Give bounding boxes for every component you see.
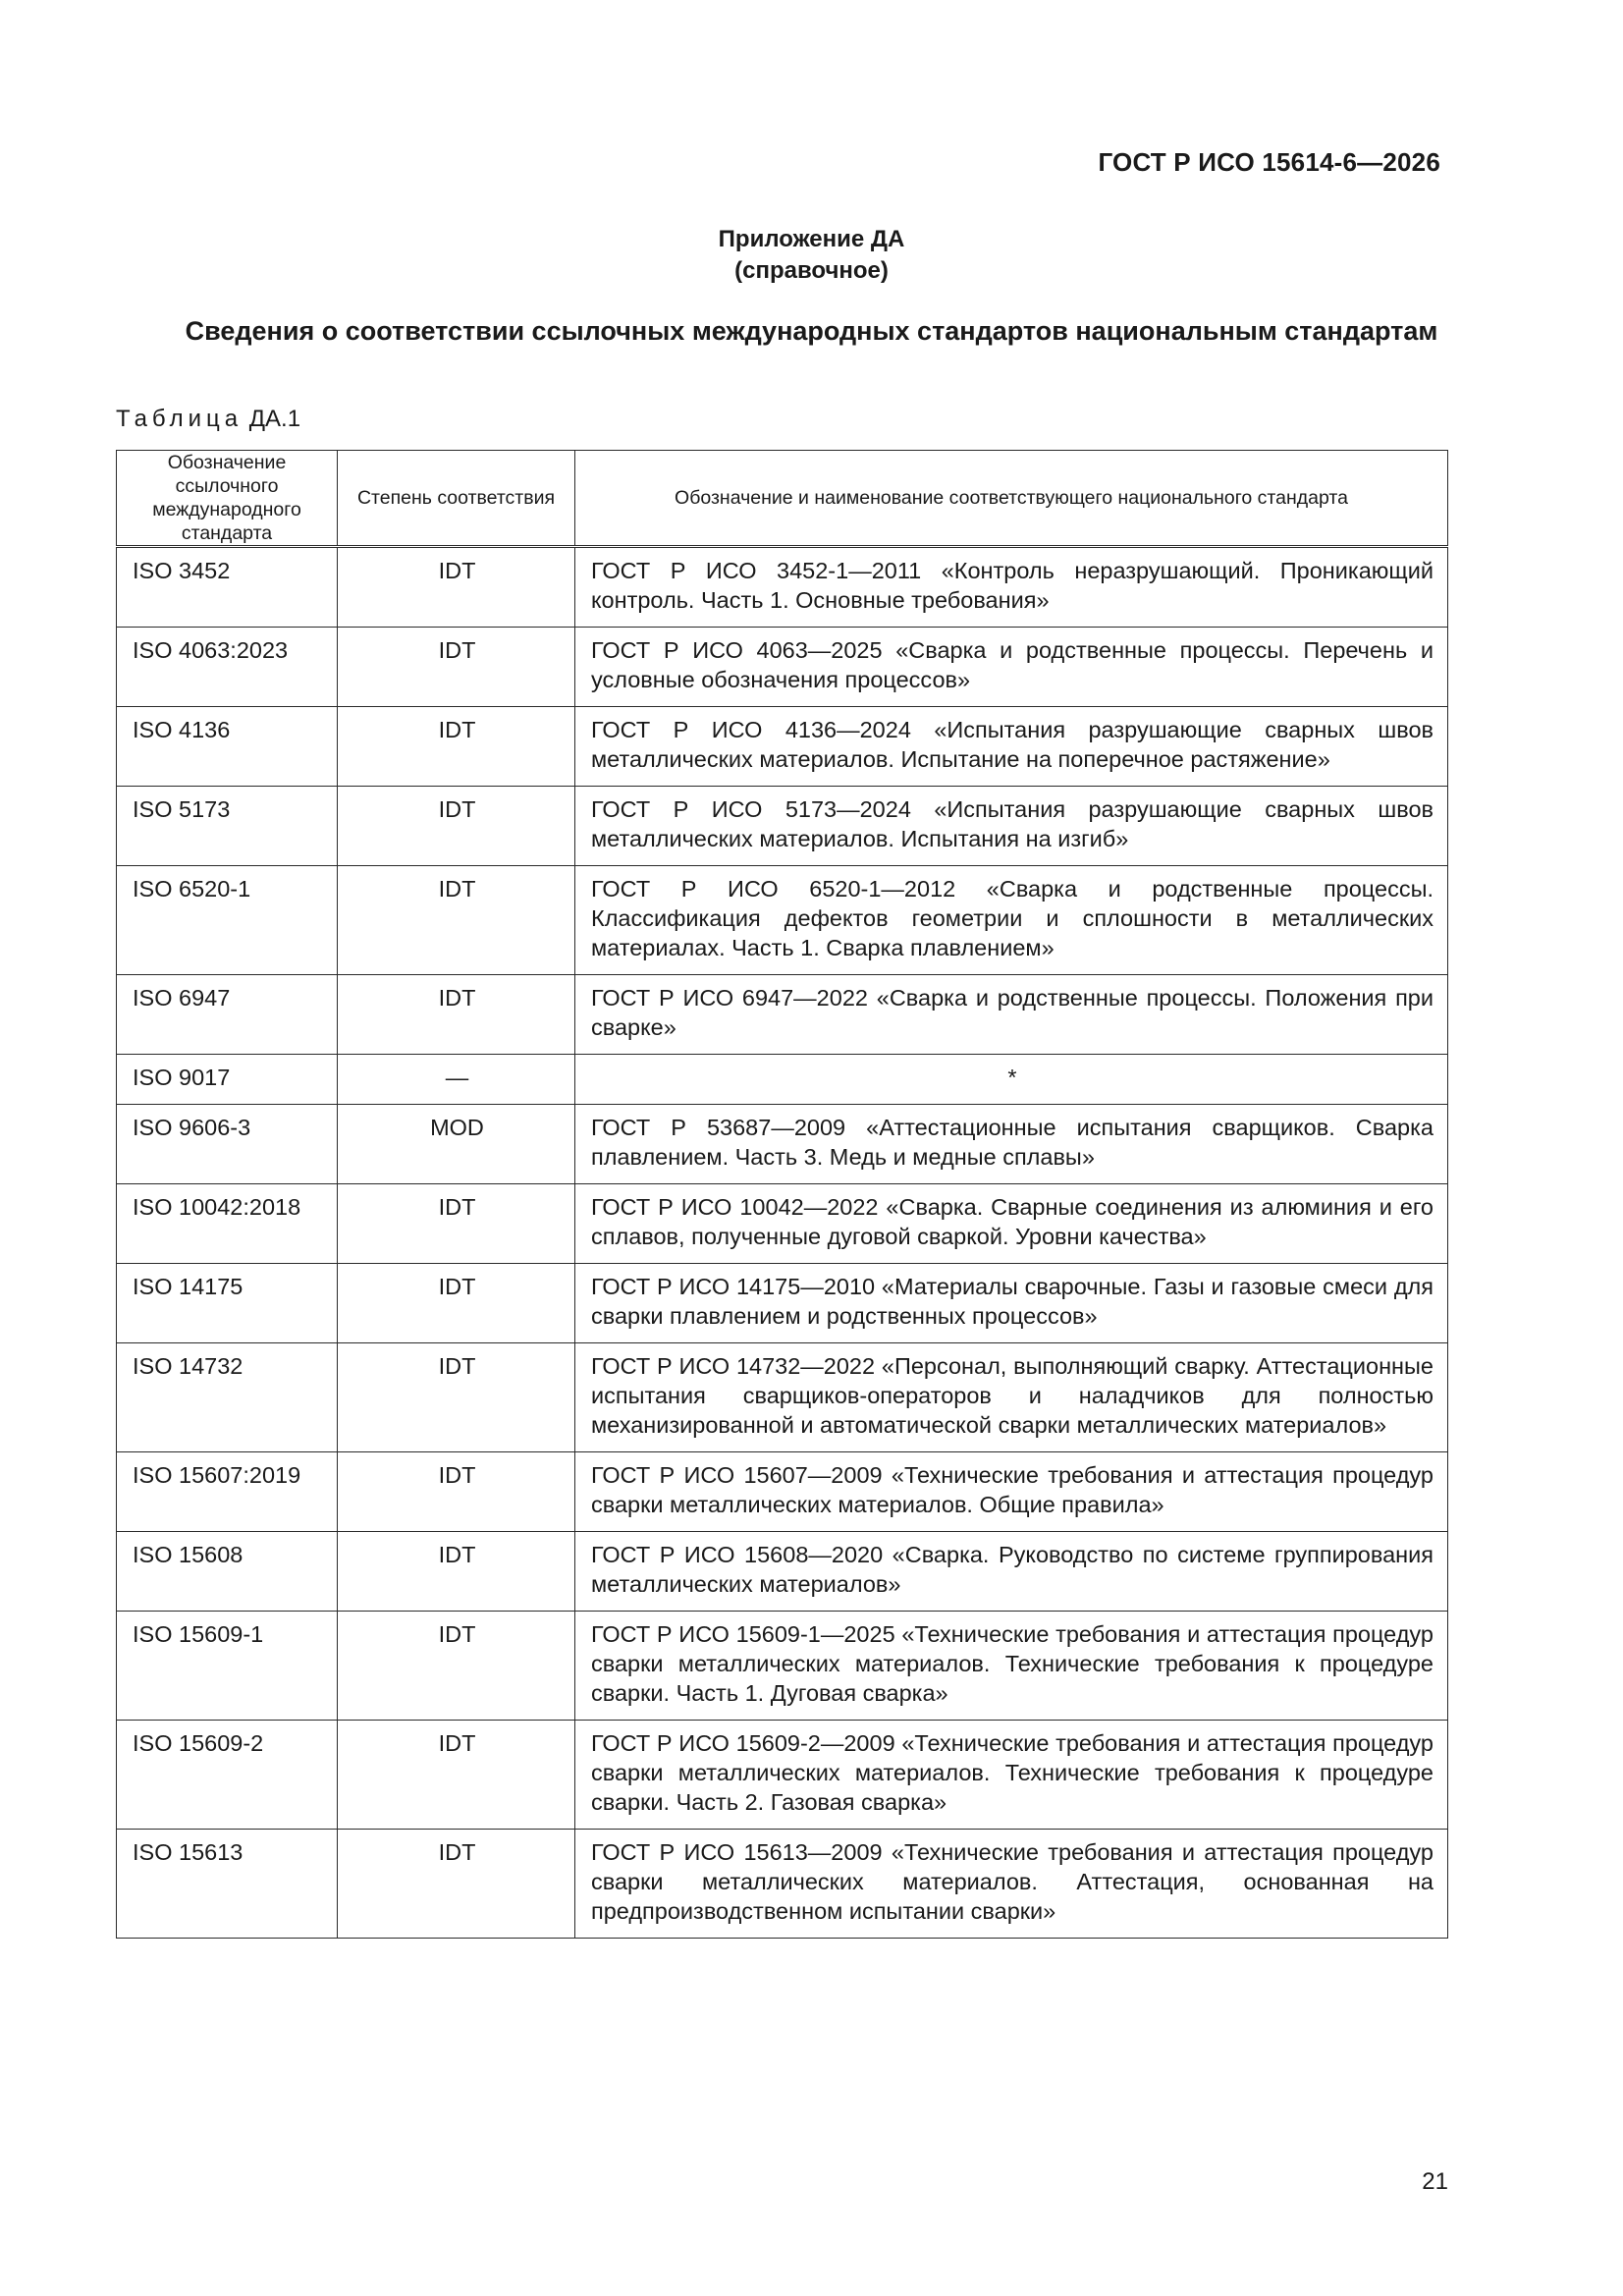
table-row xyxy=(117,1612,1448,1721)
national-standard-cell: * xyxy=(575,1055,1448,1105)
compliance-degree-cell: IDT xyxy=(338,1830,575,1939)
iso-standard-cell: ISO 5173 xyxy=(117,787,338,866)
compliance-degree-cell: IDT xyxy=(338,1612,575,1721)
table-row xyxy=(117,1830,1448,1939)
table-caption-number: ДА.1 xyxy=(248,406,301,432)
document-code: ГОСТ Р ИСО 15614-6—2026 xyxy=(1098,147,1440,177)
iso-standard-cell: ISO 15607:2019 xyxy=(117,1452,338,1532)
national-standard-cell: ГОСТ Р ИСО 6947—2022 «Сварка и родственные процессы. Положения при сварке» xyxy=(575,975,1448,1055)
table-row xyxy=(117,1184,1448,1264)
compliance-degree-cell: IDT xyxy=(338,975,575,1055)
compliance-degree-cell: — xyxy=(338,1055,575,1105)
table-caption-label: Таблица xyxy=(116,406,243,432)
table-row xyxy=(117,1264,1448,1343)
iso-standard-cell: ISO 6520-1 xyxy=(117,866,338,975)
column-header-iso: Обозначение ссылочного международного стандарта xyxy=(117,451,338,547)
compliance-degree-cell: MOD xyxy=(338,1105,575,1184)
table-body xyxy=(117,547,1448,1939)
table-row xyxy=(117,707,1448,787)
table-row xyxy=(117,975,1448,1055)
national-standard-cell: ГОСТ Р ИСО 15613—2009 «Технические требования и аттестация процедур сварки металлических материалов. Аттестация, основанная на предпроизводственном испытании сварки» xyxy=(575,1830,1448,1939)
table-row xyxy=(117,628,1448,707)
iso-standard-cell: ISO 15609-1 xyxy=(117,1612,338,1721)
iso-standard-cell: ISO 15608 xyxy=(117,1532,338,1612)
table-header-row xyxy=(117,451,1448,547)
iso-standard-cell: ISO 4063:2023 xyxy=(117,628,338,707)
compliance-degree-cell: IDT xyxy=(338,628,575,707)
compliance-degree-cell: IDT xyxy=(338,1343,575,1452)
compliance-degree-cell: IDT xyxy=(338,1184,575,1264)
table-row xyxy=(117,547,1448,628)
compliance-degree-cell: IDT xyxy=(338,1452,575,1532)
table-row xyxy=(117,1532,1448,1612)
compliance-degree-cell: IDT xyxy=(338,707,575,787)
iso-standard-cell: ISO 14175 xyxy=(117,1264,338,1343)
national-standard-cell: ГОСТ Р ИСО 5173—2024 «Испытания разрушающие сварных швов металлических материалов. Испытания на изгиб» xyxy=(575,787,1448,866)
national-standard-cell: ГОСТ Р ИСО 4063—2025 «Сварка и родственные процессы. Перечень и условные обозначения процессов» xyxy=(575,628,1448,707)
national-standard-cell: ГОСТ Р ИСО 10042—2022 «Сварка. Сварные соединения из алюминия и его сплавов, полученные дуговой сваркой. Уровни качества» xyxy=(575,1184,1448,1264)
annex-title: Приложение ДА xyxy=(718,226,905,252)
table-row xyxy=(117,1452,1448,1532)
compliance-degree-cell: IDT xyxy=(338,547,575,628)
section-title: Сведения о соответствии ссылочных международных стандартов национальным стандартам xyxy=(185,316,1438,346)
national-standard-cell: ГОСТ Р ИСО 14175—2010 «Материалы сварочные. Газы и газовые смеси для сварки плавлением и родственных процессов» xyxy=(575,1264,1448,1343)
compliance-degree-cell: IDT xyxy=(338,787,575,866)
national-standard-cell: ГОСТ Р ИСО 15609-2—2009 «Технические требования и аттестация процедур сварки металлических материалов. Технические требования к процедуре сварки. Часть 2. Газовая сварка» xyxy=(575,1721,1448,1830)
table-row xyxy=(117,866,1448,975)
iso-standard-cell: ISO 9606-3 xyxy=(117,1105,338,1184)
column-header-degree: Степень соответствия xyxy=(338,451,575,547)
national-standard-cell: ГОСТ Р ИСО 15608—2020 «Сварка. Руководство по системе группирования металлических материалов» xyxy=(575,1532,1448,1612)
iso-standard-cell: ISO 10042:2018 xyxy=(117,1184,338,1264)
annex-heading xyxy=(0,224,1623,287)
national-standard-cell: ГОСТ Р ИСО 14732—2022 «Персонал, выполняющий сварку. Аттестационные испытания сварщиков-операторов и наладчиков для полностью механизированной и автоматической сварки металлических материалов» xyxy=(575,1343,1448,1452)
table-row xyxy=(117,787,1448,866)
national-standard-cell: ГОСТ Р ИСО 15607—2009 «Технические требования и аттестация процедур сварки металлических материалов. Общие правила» xyxy=(575,1452,1448,1532)
table-caption xyxy=(116,406,300,433)
compliance-degree-cell: IDT xyxy=(338,1264,575,1343)
iso-standard-cell: ISO 15613 xyxy=(117,1830,338,1939)
annex-subtitle: (справочное) xyxy=(734,257,889,284)
iso-standard-cell: ISO 3452 xyxy=(117,547,338,628)
correspondence-table xyxy=(116,450,1448,1939)
iso-standard-cell: ISO 4136 xyxy=(117,707,338,787)
iso-standard-cell: ISO 14732 xyxy=(117,1343,338,1452)
national-standard-cell: ГОСТ Р ИСО 4136—2024 «Испытания разрушающие сварных швов металлических материалов. Испытание на поперечное растяжение» xyxy=(575,707,1448,787)
table-row xyxy=(117,1055,1448,1105)
compliance-degree-cell: IDT xyxy=(338,1721,575,1830)
iso-standard-cell: ISO 9017 xyxy=(117,1055,338,1105)
iso-standard-cell: ISO 15609-2 xyxy=(117,1721,338,1830)
compliance-degree-cell: IDT xyxy=(338,866,575,975)
national-standard-cell: ГОСТ Р 53687—2009 «Аттестационные испытания сварщиков. Сварка плавлением. Часть 3. Медь и медные сплавы» xyxy=(575,1105,1448,1184)
table-row xyxy=(117,1721,1448,1830)
column-header-national: Обозначение и наименование соответствующего национального стандарта xyxy=(575,451,1448,547)
table-row xyxy=(117,1105,1448,1184)
national-standard-cell: ГОСТ Р ИСО 15609-1—2025 «Технические требования и аттестация процедур сварки металлических материалов. Технические требования к процедуре сварки. Часть 1. Дуговая сварка» xyxy=(575,1612,1448,1721)
national-standard-cell: ГОСТ Р ИСО 3452-1—2011 «Контроль неразрушающий. Проникающий контроль. Часть 1. Основные требования» xyxy=(575,547,1448,628)
national-standard-cell: ГОСТ Р ИСО 6520-1—2012 «Сварка и родственные процессы. Классификация дефектов геометрии и сплошности в металлических материалах. Часть 1. Сварка плавлением» xyxy=(575,866,1448,975)
table-row xyxy=(117,1343,1448,1452)
compliance-degree-cell: IDT xyxy=(338,1532,575,1612)
page-number: 21 xyxy=(1422,2168,1448,2195)
iso-standard-cell: ISO 6947 xyxy=(117,975,338,1055)
